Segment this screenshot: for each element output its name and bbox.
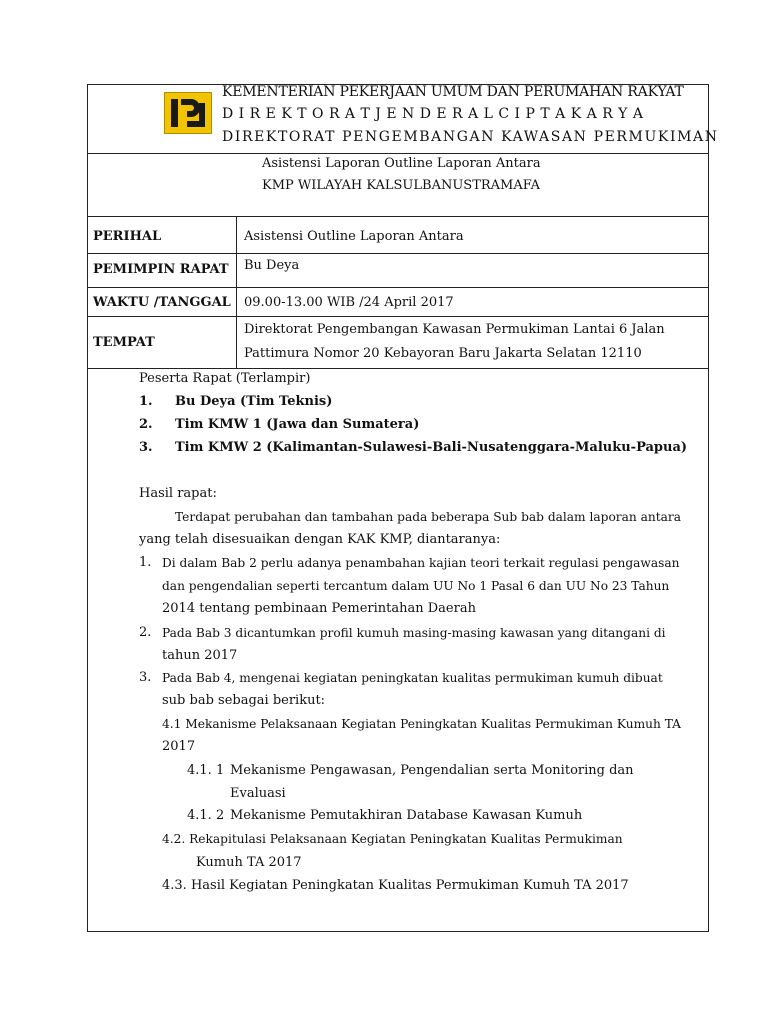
tempat-value-line-2: Pattimura Nomor 20 Kebayoran Baru Jakarta Selatan 12110 [244, 346, 642, 361]
subsection-4-1-1-line-1: Mekanisme Pengawasan, Pengendalian serta Monitoring dan [230, 763, 634, 778]
point-1-line-3: 2014 tentang pembinaan Pemerintahan Daerah [162, 601, 476, 616]
directorate-general-title: D I R E K T O R A T J E N D E R A L C I P T A K A R Y A [222, 106, 644, 122]
point-2-line-2: tahun 2017 [162, 648, 238, 663]
subsection-4-2-line-2: Kumuh TA 2017 [196, 855, 302, 870]
waktu-label: WAKTU /TANGGAL [93, 295, 231, 310]
point-1-line-1: Di dalam Bab 2 perlu adanya penambahan kajian teori terkait regulasi pengawasan [162, 556, 680, 570]
subsection-4-1-1-line-2: Evaluasi [230, 786, 286, 801]
peserta-heading: Peserta Rapat (Terlampir) [139, 371, 311, 386]
peserta-num-1: 1. [139, 394, 153, 409]
subsection-4-1-line-2: 2017 [162, 739, 196, 754]
subtitle-line-1: Asistensi Laporan Outline Laporan Antara [262, 156, 541, 171]
divider-subtitle [87, 216, 709, 217]
subsection-4-2-line-1: 4.2. Rekapitulasi Pelaksanaan Kegiatan Peningkatan Kualitas Permukiman [162, 832, 623, 846]
point-3-number: 3. [139, 670, 152, 685]
divider-tempat [87, 368, 709, 369]
ministry-title: KEMENTERIAN PEKERJAAN UMUM DAN PERUMAHAN RAKYAT [222, 84, 684, 100]
peserta-item-1: Bu Deya (Tim Teknis) [175, 394, 333, 409]
document-frame [87, 84, 709, 932]
tempat-label: TEMPAT [93, 335, 155, 350]
peserta-num-3: 3. [139, 440, 153, 455]
directorate-title: DIREKTORAT PENGEMBANGAN KAWASAN PERMUKIMAN [222, 129, 719, 145]
waktu-value: 09.00-13.00 WIB /24 April 2017 [244, 295, 454, 310]
divider-pemimpin [87, 287, 709, 288]
tempat-value-line-1: Direktorat Pengembangan Kawasan Permukiman Lantai 6 Jalan [244, 322, 665, 337]
ministry-logo [164, 92, 212, 134]
subsection-4-1-1-number: 4.1. 1 [187, 763, 225, 778]
table-column-divider [236, 216, 237, 368]
perihal-label: PERIHAL [93, 229, 162, 244]
subsection-4-3-line-1: 4.3. Hasil Kegiatan Peningkatan Kualitas Permukiman Kumuh TA 2017 [162, 878, 629, 893]
hasil-intro-line-2: yang telah disesuaikan dengan KAK KMP, diantaranya: [139, 532, 501, 547]
pemimpin-label: PEMIMPIN RAPAT [93, 262, 229, 277]
point-1-number: 1. [139, 555, 152, 570]
subsection-4-1-2-line-1: Mekanisme Pemutakhiran Database Kawasan Kumuh [230, 808, 583, 823]
point-2-line-1: Pada Bab 3 dicantumkan profil kumuh masing-masing kawasan yang ditangani di [162, 626, 666, 640]
subsection-4-1-2-number: 4.1. 2 [187, 808, 225, 823]
divider-waktu [87, 316, 709, 317]
point-3-line-2: sub bab sebagai berikut: [162, 693, 326, 708]
point-3-line-1: Pada Bab 4, mengenai kegiatan peningkatan kualitas permukiman kumuh dibuat [162, 671, 663, 685]
pemimpin-value: Bu Deya [244, 258, 300, 273]
subsection-4-1-line-1: 4.1 Mekanisme Pelaksanaan Kegiatan Peningkatan Kualitas Permukiman Kumuh TA [162, 717, 681, 731]
divider-perihal [87, 253, 709, 254]
peserta-item-2: Tim KMW 1 (Jawa dan Sumatera) [175, 417, 420, 432]
point-1-line-2: dan pengendalian seperti tercantum dalam UU No 1 Pasal 6 dan UU No 23 Tahun [162, 579, 670, 593]
peserta-item-3: Tim KMW 2 (Kalimantan-Sulawesi-Bali-Nusatenggara-Maluku-Papua) [175, 440, 688, 455]
peserta-num-2: 2. [139, 417, 153, 432]
point-2-number: 2. [139, 625, 152, 640]
perihal-value: Asistensi Outline Laporan Antara [244, 229, 464, 244]
divider-header [87, 153, 709, 154]
subtitle-line-2: KMP WILAYAH KALSULBANUSTRAMAFA [262, 178, 541, 193]
pu-emblem-icon [165, 93, 211, 133]
hasil-heading: Hasil rapat: [139, 486, 217, 501]
hasil-intro-line-1: Terdapat perubahan dan tambahan pada beberapa Sub bab dalam laporan antara [175, 510, 681, 524]
